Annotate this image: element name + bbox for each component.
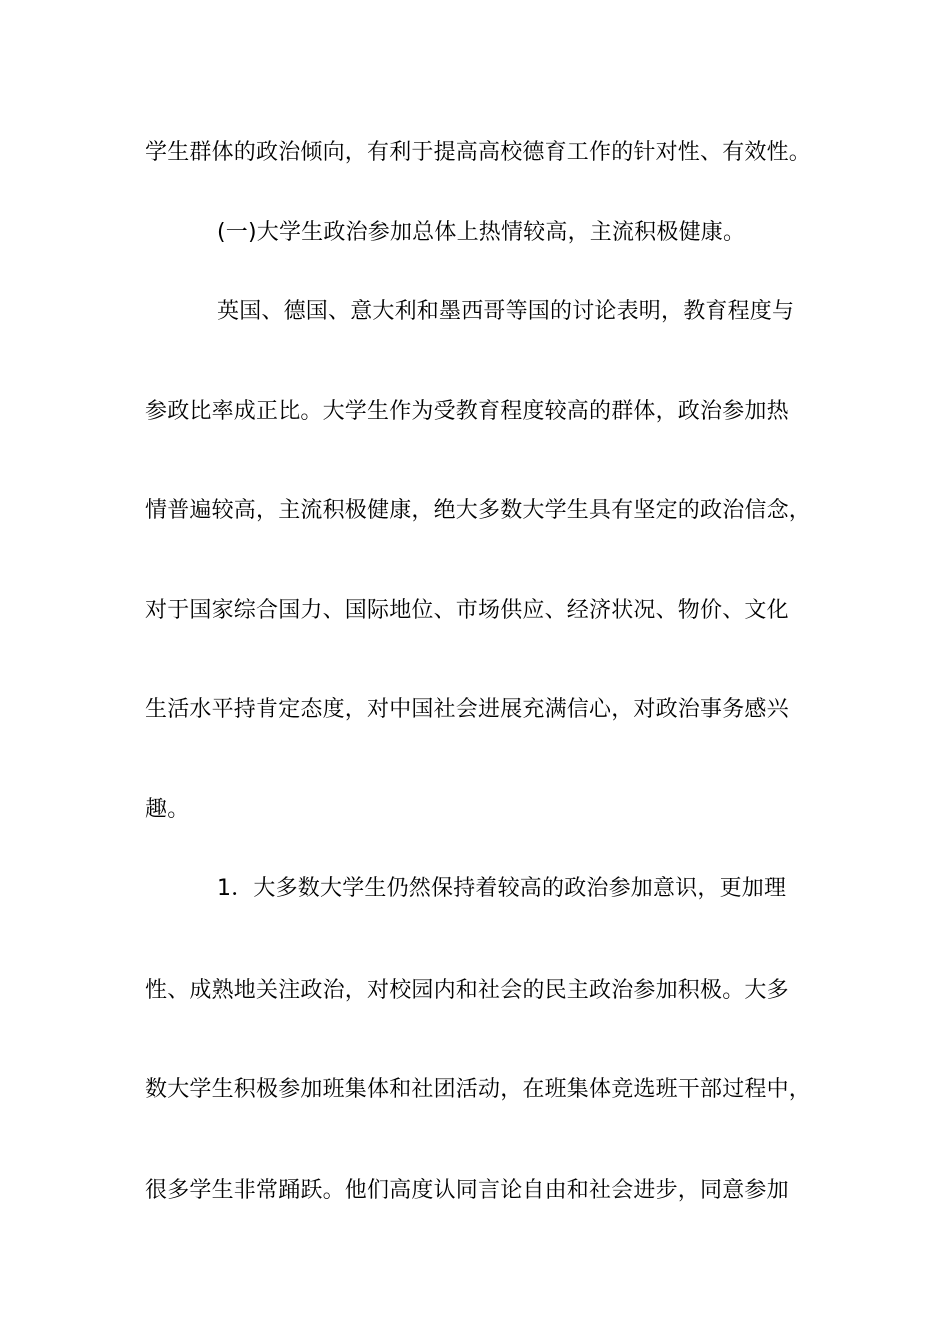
text-line: 学生群体的政治倾向，有利于提高高校德育工作的针对性、有效性。 (145, 140, 812, 165)
numbered-item: 1．大多数大学生仍然保持着较高的政治参加意识，更加理 (217, 876, 787, 901)
text-line: 数大学生积极参加班集体和社团活动，在班集体竞选班干部过程中， (145, 1077, 812, 1102)
text-line: 很多学生非常踊跃。他们高度认同言论自由和社会进步，同意参加 (145, 1178, 789, 1203)
text-line: 对于国家综合国力、国际地位、市场供应、经济状况、物价、文化 (145, 598, 789, 623)
text-line: 英国、德国、意大利和墨西哥等国的讨论表明，教育程度与 (217, 299, 795, 324)
text-line: 生活水平持肯定态度，对中国社会进展充满信心，对政治事务感兴 (145, 697, 789, 722)
text-line: 情普遍较高，主流积极健康，绝大多数大学生具有坚定的政治信念， (145, 498, 812, 523)
text-line: 参政比率成正比。大学生作为受教育程度较高的群体，政治参加热 (145, 399, 789, 424)
text-line: 趣。 (145, 797, 190, 822)
text-line: 性、成熟地关注政治，对校园内和社会的民主政治参加积极。大多 (145, 978, 789, 1003)
section-heading: (一)大学生政治参加总体上热情较高，主流积极健康。 (217, 220, 746, 245)
